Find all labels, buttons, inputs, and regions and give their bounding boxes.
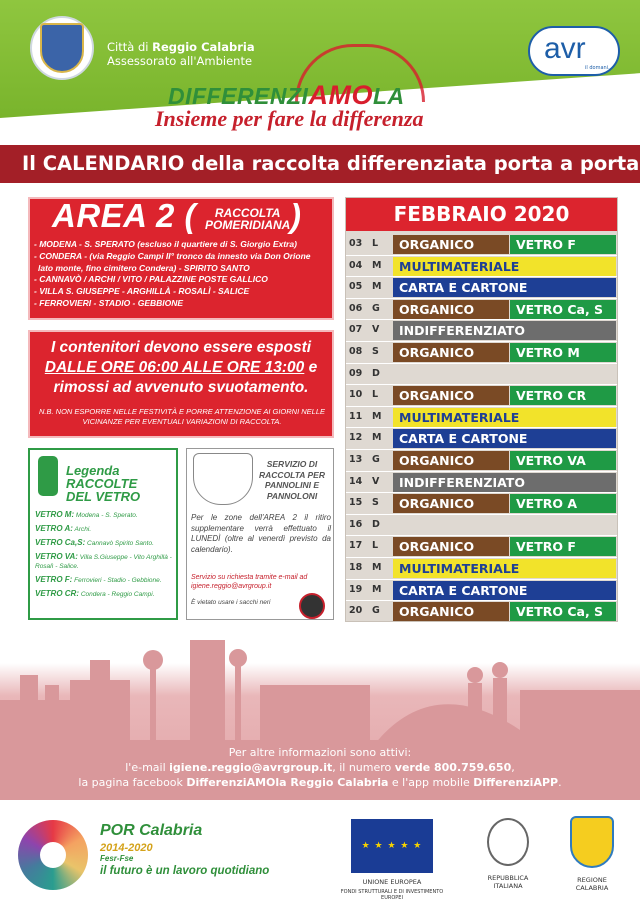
rep-label1: REPUBBLICA [487,874,529,882]
service-text: Per le zone dell'AREA 2 il ritiro supplementare verrà effettuato il LUNEDÌ (oltre al venerdì previsto da calendario). [191,513,331,554]
day-letter: L [372,540,379,552]
zone-line: - FERROVIERI - STADIO - GEBBIONE [34,297,184,308]
day-letter: G [372,605,380,617]
calendar-row [346,299,617,321]
por-text [100,822,269,877]
calendar-row [346,320,617,342]
legend-title [66,464,140,503]
calendar-row [346,515,617,537]
day-letter: L [372,389,379,401]
service-heading: SERVIZIO DI RACCOLTA PER PANNOLINI E PANNOLONI [259,459,325,501]
eu-label2: FONDI STRUTTURALI E DI INVESTIMENTO EUROPEI [340,889,444,901]
calendar-row [346,472,617,494]
times-note: N.B. NON ESPORRE NELLE FESTIVITÀ E PORRE ATTENZIONE AI GIORNI NELLE VICINANZE PER EVENTUALI VARIAZIONI DI RACCOLTA. [38,407,326,426]
calendar-row [346,342,617,364]
legend-row [35,589,177,599]
collection-type: MULTIMATERIALE [393,559,616,578]
day-number: 20 [349,605,363,617]
reg-label1: REGIONE [577,876,607,884]
info-text-part: . [558,776,562,789]
area-box [28,197,334,320]
calendar-row [346,234,617,256]
por-years: 2014-2020 [100,842,153,854]
por-title: POR Calabria [100,822,203,839]
day-letter: D [372,518,380,530]
day-letter: G [372,302,380,314]
collection-type: ORGANICO [393,343,509,362]
reg-label2: CALABRIA [575,884,609,892]
day-letter: L [372,238,379,249]
calendar-month: FEBBRAIO 2020 [346,198,617,231]
day-number: 17 [349,540,363,552]
city-crest-icon [30,16,94,80]
brand-left: DIFFERENZI [168,83,309,109]
day-number: 06 [349,302,363,314]
zone-line: - CANNAVÒ / ARCHI / VITO / PALAZZINE POSTE GALLICO [34,274,268,285]
day-letter: M [372,562,382,573]
calendar-row [346,428,617,450]
por-motto: il futuro è un lavoro quotidiano [100,865,270,877]
times-hours: DALLE ORE 06:00 ALLE ORE 13:00 [44,359,305,376]
avr-logo [528,26,620,76]
legend-desc: Archi. [74,526,92,533]
info-line1: Per altre informazioni sono attivi: [228,746,412,759]
glass-legend [28,448,178,620]
legend-title3: DEL VETRO [66,489,141,504]
zone-line: - VILLA S. GIUSEPPE - ARGHILLÀ - ROSALÌ - SALICE [34,286,250,297]
region-label [562,876,622,892]
collection-type: CARTA E CARTONE [393,581,616,600]
diaper-service-box [186,448,334,620]
calabria-emblem-icon [570,816,614,868]
calendar-row [346,580,617,602]
day-number: 11 [349,410,363,422]
times-box [28,330,334,438]
collection-type: ORGANICO [393,602,509,621]
calendar-row [346,450,617,472]
legend-rows [35,510,177,603]
republic-label [478,874,538,890]
info-text-part: l'e-mail [125,761,170,774]
collection-type: INDIFFERENZIATO [393,321,616,340]
collection-type: CARTA E CARTONE [393,278,616,297]
legend-row [35,575,177,585]
area-heading-text: AREA 2 ( [52,197,196,234]
brand-amo: AMO [308,80,373,110]
zone-list [34,239,332,310]
day-number: 14 [349,475,363,487]
calendar [345,197,618,622]
collection-type: ORGANICO [393,494,509,513]
times-line2-tail: e [304,359,318,376]
legend-code: VETRO VA: [35,552,78,561]
day-letter: M [372,432,382,444]
glass-collection: VETRO Ca, S [510,602,616,621]
day-number: 07 [349,324,363,336]
calendar-row [346,364,617,386]
legend-row [35,524,177,534]
collection-type: ORGANICO [393,235,509,254]
info-line2 [0,760,640,775]
calendar-row [346,407,617,429]
page-title: Il CALENDARIO della raccolta differenziata porta a porta [0,145,640,183]
day-number: 12 [349,432,363,444]
calendar-row [346,385,617,407]
glass-collection: VETRO A [510,494,616,513]
legend-desc: Villa S.Giuseppe - Vito Arghillà - Rosalì - Salice. [35,554,172,570]
day-letter: M [372,259,382,271]
legend-row [35,538,177,548]
city-name: Reggio Calabria [152,40,255,54]
collection-type: ORGANICO [393,300,509,319]
collection-type: ORGANICO [393,537,509,556]
city-department [107,40,255,68]
day-number: 19 [349,583,363,595]
collection-type: CARTA E CARTONE [393,429,616,448]
day-letter: M [372,583,382,595]
calendar-row [346,277,617,299]
italian-emblem-icon [487,818,529,866]
avr-logo-text: avr [544,32,586,65]
legend-row [35,552,177,571]
city-prefix: Città di [107,40,153,54]
area-sub2: POMERIDIANA [205,218,291,232]
calendar-row [346,601,617,623]
area-subtitle [205,207,290,231]
day-letter: M [372,281,382,293]
header [0,0,640,140]
area-heading-close: ) [289,197,302,234]
legend-desc: Condera - Reggio Campi. [80,591,155,598]
collection-type: MULTIMATERIALE [393,408,616,427]
glass-bottle-icon [38,456,58,496]
legend-code: VETRO Ca,S: [35,538,86,547]
times-line3: rimossi ad avvenuto svuotamento. [53,379,309,396]
glass-collection: VETRO CR [510,386,616,405]
brand-right: LA [372,83,405,109]
times-message [36,338,326,398]
info-text-part: e l'app mobile [388,776,474,789]
footer [0,800,640,906]
day-number: 15 [349,497,363,509]
slogan: Insieme per fare la differenza [155,106,424,131]
legend-desc: Cannavò Spirito Santo. [87,540,154,547]
legend-row [35,510,177,520]
eu-label1: UNIONE EUROPEA [362,878,422,886]
day-letter: V [372,475,380,487]
day-number: 05 [349,281,363,293]
day-letter: S [372,497,379,509]
collection-type: INDIFFERENZIATO [393,473,616,492]
area-sub1: RACCOLTA [214,206,281,220]
day-letter: V [372,324,380,336]
info-phone[interactable]: verde 800.759.650 [394,761,512,774]
glass-collection: VETRO VA [510,451,616,470]
legend-title1: Legenda [66,463,120,478]
zone-line: - MODENA - S. SPERATO (escluso il quartiere di S. Giorgio Extra) [34,239,297,249]
day-number: 16 [349,518,363,530]
zone-line: lato monte, fino cimitero Condera) - SPIRITO SANTO [38,262,250,273]
info-text-part: , [511,761,515,774]
por-flower-icon [18,820,88,890]
glass-collection: VETRO F [510,537,616,556]
day-number: 09 [349,367,363,379]
calendar-row [346,493,617,515]
glass-collection: VETRO Ca, S [510,300,616,319]
legend-desc: Ferrovieri - Stadio - Gebbione. [74,577,162,584]
calendar-row [346,256,617,278]
calendar-row [346,558,617,580]
day-letter: S [372,346,379,357]
legend-code: VETRO A: [35,524,73,533]
glass-collection: VETRO M [510,343,616,362]
collection-type: ORGANICO [393,386,509,405]
service-email-note: Servizio su richiesta tramite e-mail ad igiene.reggio@avrgroup.it [191,574,308,590]
zone-line: - CONDERA - (via Reggio Campi II° tronco da innesto via Don Orione [34,250,311,261]
legend-title2: RACCOLTE [66,476,138,491]
avr-tagline: il domani. [585,65,610,71]
rep-label2: ITALIANA [493,882,523,890]
glass-collection: VETRO F [510,235,616,254]
day-letter: D [372,367,380,379]
legend-code: VETRO CR: [35,589,79,598]
day-number: 03 [349,238,363,249]
info-email[interactable]: igiene.reggio@avrgroup.it [169,761,333,774]
calendar-row [346,536,617,558]
info-app[interactable]: DifferenziAPP [473,776,559,789]
service-footnote: È vietato usare i sacchi neri [191,599,271,606]
day-number: 18 [349,562,363,573]
department-name: Assessorato all'Ambiente [107,54,253,68]
times-line1: I contenitori devono essere esposti [50,339,312,356]
day-number: 08 [349,346,363,357]
day-letter: G [372,454,380,465]
collection-type: MULTIMATERIALE [393,257,616,276]
diaper-icon [193,453,253,505]
day-number: 10 [349,389,363,401]
info-text-part: , il numero [332,761,395,774]
eu-flag-icon: ★ ★ ★ ★ ★ [351,819,433,873]
info-text-part: la pagina facebook [78,776,187,789]
info-facebook[interactable]: DifferenziAMOla Reggio Calabria [186,776,389,789]
legend-desc: Modena - S. Sperato. [75,512,138,519]
info-line3 [0,775,640,790]
day-letter: M [372,410,382,422]
no-black-bags-icon [299,593,325,619]
day-number: 04 [349,259,363,271]
day-number: 13 [349,454,363,465]
collection-type: ORGANICO [393,451,509,470]
info-text [0,745,640,790]
por-fund: Fesr-Fse [100,854,134,863]
legend-code: VETRO M: [35,510,75,519]
legend-code: VETRO F: [35,575,73,584]
eu-label [330,878,454,901]
